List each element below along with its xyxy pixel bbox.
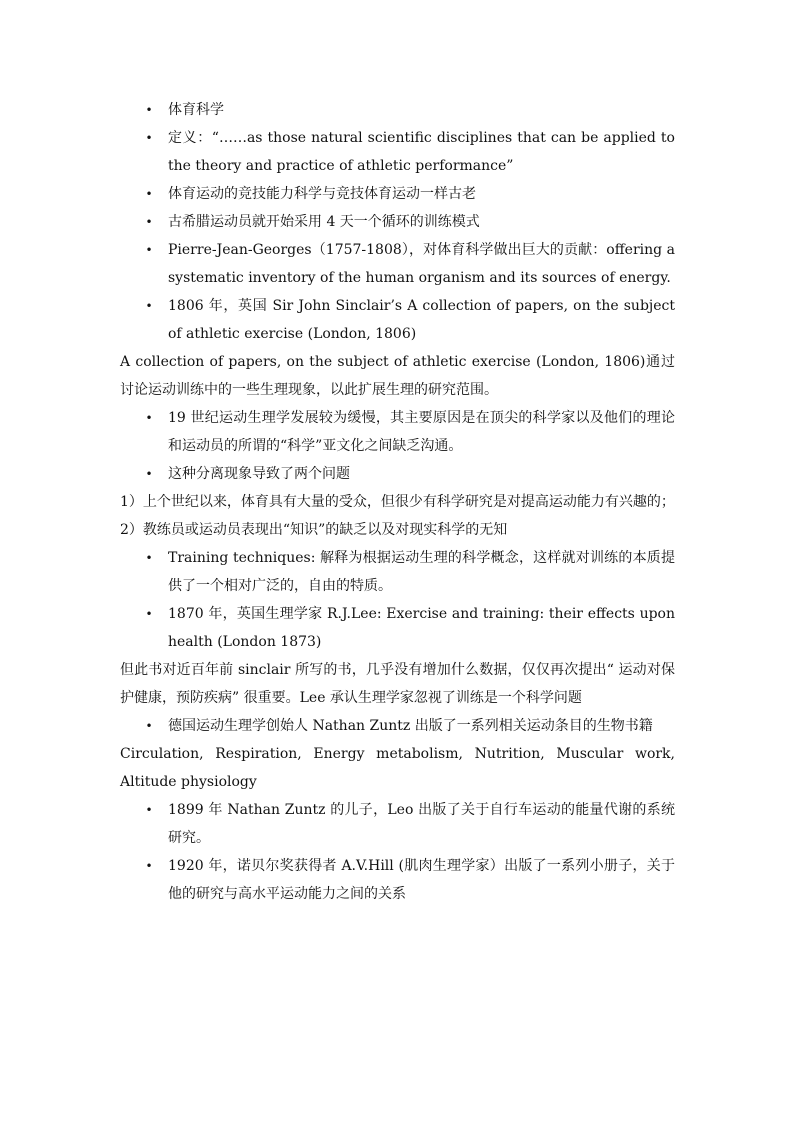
list-item-text: 古希腊运动员就开始采用 4 天一个循环的训练模式 bbox=[168, 214, 480, 230]
paragraph: 但此书对近百年前 sinclair 所写的书，几乎没有增加什么数据，仅仅再次提出“ 运动对保护健康，预防疾病” 很重要。Lee 承认生理学家忽视了训练是一个科学问题 bbox=[120, 662, 675, 706]
list-item bbox=[120, 852, 675, 908]
list-item bbox=[120, 180, 675, 208]
bullet-icon: • bbox=[145, 719, 153, 733]
paragraph: Circulation, Respiration, Energy metabolism, Nutrition, Muscular work, Altitude physiology bbox=[120, 746, 675, 790]
list-item bbox=[120, 460, 675, 488]
list-item-text: Training techniques: 解释为根据运动生理的科学概念，这样就对训练的本质提供了一个相对广泛的，自由的特质。 bbox=[168, 550, 675, 594]
list-item-text: 1899 年 Nathan Zuntz 的儿子，Leo 出版了关于自行车运动的能量代谢的系统研究。 bbox=[168, 802, 675, 846]
problem-item: 2）教练员或运动员表现出“知识”的缺乏以及对现实科学的无知 bbox=[120, 522, 508, 538]
list-item bbox=[120, 404, 675, 460]
list-item-text: 1870 年，英国生理学家 R.J.Lee: Exercise and training: their effects upon health (London 1873) bbox=[168, 606, 675, 650]
document-body bbox=[120, 96, 675, 908]
list-item-text: 19 世纪运动生理学发展较为缓慢，其主要原因是在顶尖的科学家以及他们的理论和运动员的所谓的“科学”亚文化之间缺乏沟通。 bbox=[168, 410, 675, 454]
list-item-text: 体育科学 bbox=[168, 102, 224, 118]
bullet-icon: • bbox=[145, 859, 153, 873]
list-item bbox=[120, 96, 675, 124]
bullet-icon: • bbox=[145, 467, 153, 481]
list-item bbox=[120, 208, 675, 236]
list-item bbox=[120, 796, 675, 852]
bullet-icon: • bbox=[145, 131, 153, 145]
list-item bbox=[120, 292, 675, 348]
list-item-text: 这种分离现象导致了两个问题 bbox=[168, 466, 350, 482]
bullet-icon: • bbox=[145, 803, 153, 817]
list-item bbox=[120, 712, 675, 740]
problem-item: 1）上个世纪以来，体育具有大量的受众，但很少有科学研究是对提高运动能力有兴趣的； bbox=[120, 494, 675, 510]
list-item bbox=[120, 544, 675, 600]
list-item-text: 1806 年，英国 Sir John Sinclair’s A collection of papers, on the subject of athletic exercise (London, 1806) bbox=[168, 298, 675, 342]
bullet-icon: • bbox=[145, 607, 153, 621]
paragraph: A collection of papers, on the subject of athletic exercise (London, 1806)通过讨论运动训练中的一些生理现象，以此扩展生理的研究范围。 bbox=[120, 354, 675, 398]
list-item-text: 德国运动生理学创始人 Nathan Zuntz 出版了一系列相关运动条目的生物书籍 bbox=[168, 718, 653, 734]
list-item-text: 体育运动的竞技能力科学与竞技体育运动一样古老 bbox=[168, 186, 476, 202]
list-item bbox=[120, 600, 675, 656]
list-item-text: Pierre-Jean-Georges（1757-1808），对体育科学做出巨大的贡献：offering a systematic inventory of the human organism and its sources of energy. bbox=[168, 242, 675, 286]
bullet-icon: • bbox=[145, 215, 153, 229]
bullet-icon: • bbox=[145, 187, 153, 201]
list-item-text: 1920 年，诺贝尔奖获得者 A.V.Hill (肌肉生理学家）出版了一系列小册子，关于他的研究与高水平运动能力之间的关系 bbox=[168, 858, 675, 902]
bullet-icon: • bbox=[145, 103, 153, 117]
bullet-icon: • bbox=[145, 411, 153, 425]
list-item bbox=[120, 124, 675, 180]
bullet-icon: • bbox=[145, 299, 153, 313]
bullet-icon: • bbox=[145, 243, 153, 257]
list-item bbox=[120, 236, 675, 292]
bullet-icon: • bbox=[145, 551, 153, 565]
list-item-text: 定义：“……as those natural scientific disciplines that can be applied to the theory and practice of athletic performance” bbox=[168, 130, 675, 174]
